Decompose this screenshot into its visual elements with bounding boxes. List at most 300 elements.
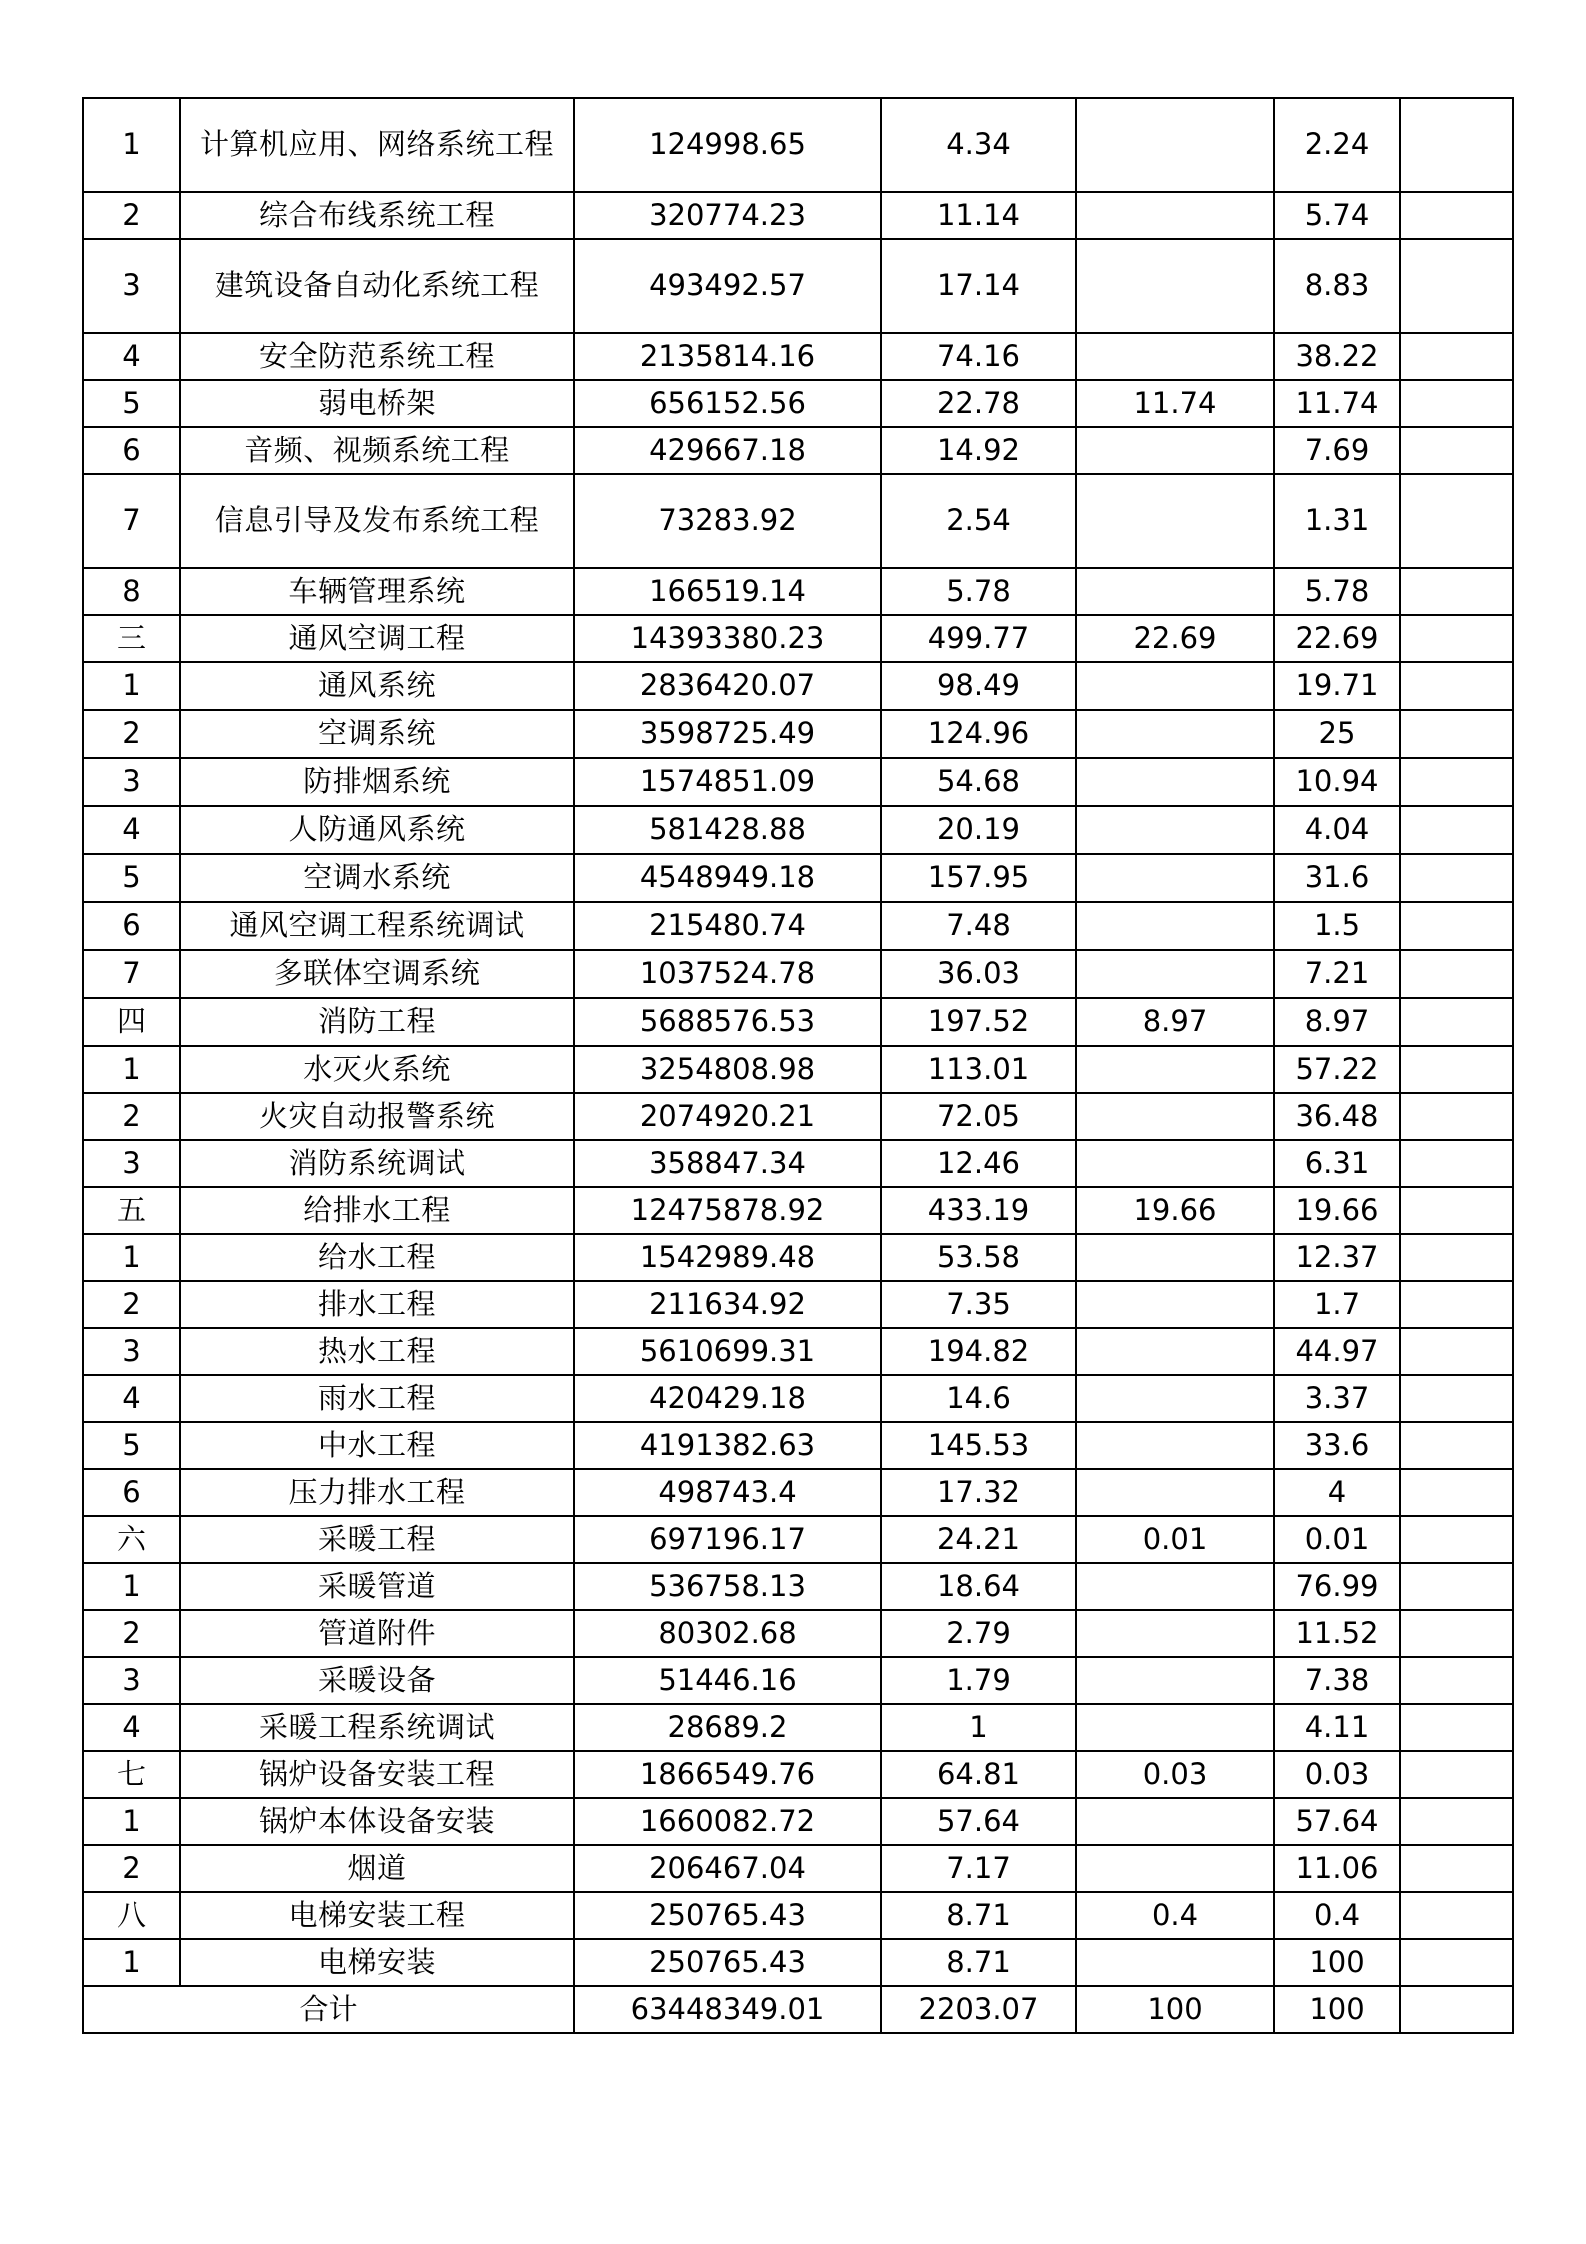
- row-number: 六: [83, 1516, 180, 1563]
- table-row: [83, 192, 1513, 239]
- remark-cell: [1400, 1798, 1513, 1845]
- amount-cell: 1542989.48: [574, 1234, 881, 1281]
- unit-cost-cell: 197.52: [881, 998, 1076, 1046]
- item-name: 消防工程: [180, 998, 574, 1046]
- unit-cost-cell: 194.82: [881, 1328, 1076, 1375]
- percent-of-total-cell: [1076, 662, 1274, 710]
- row-number: 7: [83, 950, 180, 998]
- remark-cell: [1400, 1281, 1513, 1328]
- unit-cost-cell: 14.6: [881, 1375, 1076, 1422]
- unit-cost-cell: 7.35: [881, 1281, 1076, 1328]
- table-row: [83, 1516, 1513, 1563]
- item-name: 消防系统调试: [180, 1140, 574, 1187]
- item-name: 采暖工程系统调试: [180, 1704, 574, 1751]
- row-number: 4: [83, 1704, 180, 1751]
- item-name: 压力排水工程: [180, 1469, 574, 1516]
- percent-of-section-cell: 11.06: [1274, 1845, 1400, 1892]
- item-name: 计算机应用、网络系统工程: [180, 98, 574, 192]
- unit-cost-cell: 74.16: [881, 333, 1076, 380]
- row-number: 3: [83, 1657, 180, 1704]
- row-number: 3: [83, 1140, 180, 1187]
- percent-of-total-cell: [1076, 333, 1274, 380]
- unit-cost-cell: 2.79: [881, 1610, 1076, 1657]
- remark-cell: [1400, 333, 1513, 380]
- amount-cell: 2836420.07: [574, 662, 881, 710]
- item-name: 锅炉设备安装工程: [180, 1751, 574, 1798]
- total-label: 合计: [83, 1986, 574, 2033]
- percent-of-total-cell: 11.74: [1076, 380, 1274, 427]
- table-row: [83, 1281, 1513, 1328]
- row-number: 1: [83, 98, 180, 192]
- percent-of-section-cell: 8.83: [1274, 239, 1400, 333]
- unit-cost-cell: 17.14: [881, 239, 1076, 333]
- row-number: 5: [83, 854, 180, 902]
- row-number: 4: [83, 806, 180, 854]
- percent-of-total-cell: [1076, 1610, 1274, 1657]
- percent-of-section-cell: 22.69: [1274, 615, 1400, 662]
- percent-of-section-cell: 0.01: [1274, 1516, 1400, 1563]
- unit-cost-cell: 11.14: [881, 192, 1076, 239]
- percent-of-section-cell: 6.31: [1274, 1140, 1400, 1187]
- unit-cost-cell: 57.64: [881, 1798, 1076, 1845]
- unit-cost-cell: 433.19: [881, 1187, 1076, 1234]
- percent-of-total-cell: [1076, 710, 1274, 758]
- percent-of-total-cell: [1076, 474, 1274, 568]
- item-name: 通风空调工程系统调试: [180, 902, 574, 950]
- item-name: 空调系统: [180, 710, 574, 758]
- table-row: [83, 710, 1513, 758]
- percent-of-total-cell: [1076, 568, 1274, 615]
- percent-of-section-cell: 100: [1274, 1939, 1400, 1986]
- row-number: 6: [83, 902, 180, 950]
- remark-cell: [1400, 1563, 1513, 1610]
- percent-of-total-cell: [1076, 1704, 1274, 1751]
- row-number: 6: [83, 1469, 180, 1516]
- total-percent-of-section: 100: [1274, 1986, 1400, 2033]
- percent-of-total-cell: [1076, 1234, 1274, 1281]
- table-row: [83, 806, 1513, 854]
- percent-of-section-cell: 38.22: [1274, 333, 1400, 380]
- table-row: [83, 1657, 1513, 1704]
- unit-cost-cell: 64.81: [881, 1751, 1076, 1798]
- total-unit-cost: 2203.07: [881, 1986, 1076, 2033]
- item-name: 防排烟系统: [180, 758, 574, 806]
- row-number: 1: [83, 662, 180, 710]
- amount-cell: 14393380.23: [574, 615, 881, 662]
- amount-cell: 493492.57: [574, 239, 881, 333]
- amount-cell: 250765.43: [574, 1939, 881, 1986]
- item-name: 采暖设备: [180, 1657, 574, 1704]
- table-row: [83, 615, 1513, 662]
- row-number: 八: [83, 1892, 180, 1939]
- remark-cell: [1400, 192, 1513, 239]
- table-row: [83, 239, 1513, 333]
- table-row: [83, 662, 1513, 710]
- unit-cost-cell: 499.77: [881, 615, 1076, 662]
- remark-cell: [1400, 1328, 1513, 1375]
- percent-of-section-cell: 11.52: [1274, 1610, 1400, 1657]
- percent-of-total-cell: [1076, 1093, 1274, 1140]
- item-name: 水灭火系统: [180, 1046, 574, 1093]
- unit-cost-cell: 36.03: [881, 950, 1076, 998]
- unit-cost-cell: 157.95: [881, 854, 1076, 902]
- percent-of-section-cell: 19.66: [1274, 1187, 1400, 1234]
- amount-cell: 5610699.31: [574, 1328, 881, 1375]
- item-name: 给排水工程: [180, 1187, 574, 1234]
- remark-cell: [1400, 1234, 1513, 1281]
- row-number: 三: [83, 615, 180, 662]
- amount-cell: 250765.43: [574, 1892, 881, 1939]
- amount-cell: 5688576.53: [574, 998, 881, 1046]
- amount-cell: 697196.17: [574, 1516, 881, 1563]
- unit-cost-cell: 7.48: [881, 902, 1076, 950]
- remark-cell: [1400, 806, 1513, 854]
- item-name: 多联体空调系统: [180, 950, 574, 998]
- table-row: [83, 854, 1513, 902]
- amount-cell: 536758.13: [574, 1563, 881, 1610]
- amount-cell: 1660082.72: [574, 1798, 881, 1845]
- row-number: 七: [83, 1751, 180, 1798]
- unit-cost-cell: 14.92: [881, 427, 1076, 474]
- percent-of-total-cell: [1076, 192, 1274, 239]
- remark-cell: [1400, 1375, 1513, 1422]
- cost-breakdown-table: [82, 97, 1514, 2034]
- row-number: 4: [83, 333, 180, 380]
- row-number: 2: [83, 1845, 180, 1892]
- percent-of-section-cell: 4.04: [1274, 806, 1400, 854]
- percent-of-total-cell: [1076, 854, 1274, 902]
- percent-of-total-cell: 22.69: [1076, 615, 1274, 662]
- table-row: [83, 998, 1513, 1046]
- amount-cell: 2074920.21: [574, 1093, 881, 1140]
- remark-cell: [1400, 1657, 1513, 1704]
- percent-of-section-cell: 1.7: [1274, 1281, 1400, 1328]
- remark-cell: [1400, 239, 1513, 333]
- table-row: [83, 950, 1513, 998]
- remark-cell: [1400, 758, 1513, 806]
- item-name: 信息引导及发布系统工程: [180, 474, 574, 568]
- item-name: 综合布线系统工程: [180, 192, 574, 239]
- amount-cell: 206467.04: [574, 1845, 881, 1892]
- item-name: 建筑设备自动化系统工程: [180, 239, 574, 333]
- unit-cost-cell: 17.32: [881, 1469, 1076, 1516]
- table-row: [83, 1939, 1513, 1986]
- table-row: [83, 1234, 1513, 1281]
- row-number: 1: [83, 1234, 180, 1281]
- remark-cell: [1400, 710, 1513, 758]
- table-row: [83, 1751, 1513, 1798]
- remark-cell: [1400, 1704, 1513, 1751]
- percent-of-total-cell: [1076, 1046, 1274, 1093]
- item-name: 火灾自动报警系统: [180, 1093, 574, 1140]
- table-row: [83, 1422, 1513, 1469]
- remark-cell: [1400, 662, 1513, 710]
- remark-cell: [1400, 568, 1513, 615]
- row-number: 五: [83, 1187, 180, 1234]
- table-row: [83, 1704, 1513, 1751]
- percent-of-section-cell: 2.24: [1274, 98, 1400, 192]
- unit-cost-cell: 22.78: [881, 380, 1076, 427]
- percent-of-total-cell: [1076, 1469, 1274, 1516]
- percent-of-total-cell: [1076, 1375, 1274, 1422]
- total-row: [83, 1986, 1513, 2033]
- row-number: 3: [83, 1328, 180, 1375]
- item-name: 给水工程: [180, 1234, 574, 1281]
- percent-of-total-cell: 8.97: [1076, 998, 1274, 1046]
- item-name: 通风系统: [180, 662, 574, 710]
- row-number: 1: [83, 1046, 180, 1093]
- percent-of-section-cell: 1.5: [1274, 902, 1400, 950]
- percent-of-section-cell: 57.22: [1274, 1046, 1400, 1093]
- row-number: 3: [83, 239, 180, 333]
- unit-cost-cell: 20.19: [881, 806, 1076, 854]
- amount-cell: 215480.74: [574, 902, 881, 950]
- remark-cell: [1400, 1140, 1513, 1187]
- unit-cost-cell: 2.54: [881, 474, 1076, 568]
- table-row: [83, 1046, 1513, 1093]
- table-row: [83, 1610, 1513, 1657]
- item-name: 车辆管理系统: [180, 568, 574, 615]
- table-row: [83, 1187, 1513, 1234]
- percent-of-section-cell: 76.99: [1274, 1563, 1400, 1610]
- table-row: [83, 1375, 1513, 1422]
- amount-cell: 1574851.09: [574, 758, 881, 806]
- item-name: 中水工程: [180, 1422, 574, 1469]
- amount-cell: 80302.68: [574, 1610, 881, 1657]
- table-row: [83, 1093, 1513, 1140]
- item-name: 人防通风系统: [180, 806, 574, 854]
- amount-cell: 211634.92: [574, 1281, 881, 1328]
- unit-cost-cell: 12.46: [881, 1140, 1076, 1187]
- amount-cell: 1866549.76: [574, 1751, 881, 1798]
- unit-cost-cell: 54.68: [881, 758, 1076, 806]
- percent-of-total-cell: [1076, 1328, 1274, 1375]
- item-name: 音频、视频系统工程: [180, 427, 574, 474]
- percent-of-section-cell: 33.6: [1274, 1422, 1400, 1469]
- unit-cost-cell: 24.21: [881, 1516, 1076, 1563]
- amount-cell: 498743.4: [574, 1469, 881, 1516]
- percent-of-total-cell: [1076, 1798, 1274, 1845]
- remark-cell: [1400, 998, 1513, 1046]
- percent-of-section-cell: 8.97: [1274, 998, 1400, 1046]
- unit-cost-cell: 124.96: [881, 710, 1076, 758]
- item-name: 雨水工程: [180, 1375, 574, 1422]
- percent-of-section-cell: 7.69: [1274, 427, 1400, 474]
- item-name: 采暖管道: [180, 1563, 574, 1610]
- row-number: 四: [83, 998, 180, 1046]
- percent-of-section-cell: 3.37: [1274, 1375, 1400, 1422]
- row-number: 8: [83, 568, 180, 615]
- row-number: 5: [83, 380, 180, 427]
- unit-cost-cell: 53.58: [881, 1234, 1076, 1281]
- table-row: [83, 474, 1513, 568]
- unit-cost-cell: 8.71: [881, 1892, 1076, 1939]
- remark-cell: [1400, 1892, 1513, 1939]
- remark-cell: [1400, 474, 1513, 568]
- amount-cell: 320774.23: [574, 192, 881, 239]
- remark-cell: [1400, 1093, 1513, 1140]
- unit-cost-cell: 145.53: [881, 1422, 1076, 1469]
- percent-of-total-cell: 19.66: [1076, 1187, 1274, 1234]
- table-row: [83, 1140, 1513, 1187]
- row-number: 6: [83, 427, 180, 474]
- percent-of-total-cell: [1076, 806, 1274, 854]
- item-name: 安全防范系统工程: [180, 333, 574, 380]
- table-row: [83, 758, 1513, 806]
- percent-of-section-cell: 1.31: [1274, 474, 1400, 568]
- percent-of-section-cell: 0.03: [1274, 1751, 1400, 1798]
- amount-cell: 3598725.49: [574, 710, 881, 758]
- percent-of-section-cell: 5.78: [1274, 568, 1400, 615]
- item-name: 空调水系统: [180, 854, 574, 902]
- item-name: 通风空调工程: [180, 615, 574, 662]
- percent-of-total-cell: 0.01: [1076, 1516, 1274, 1563]
- amount-cell: 166519.14: [574, 568, 881, 615]
- amount-cell: 2135814.16: [574, 333, 881, 380]
- percent-of-total-cell: [1076, 1422, 1274, 1469]
- remark-cell: [1400, 1422, 1513, 1469]
- row-number: 2: [83, 1281, 180, 1328]
- item-name: 采暖工程: [180, 1516, 574, 1563]
- total-percent-of-total: 100: [1076, 1986, 1274, 2033]
- percent-of-total-cell: [1076, 98, 1274, 192]
- item-name: 管道附件: [180, 1610, 574, 1657]
- percent-of-section-cell: 19.71: [1274, 662, 1400, 710]
- row-number: 1: [83, 1563, 180, 1610]
- unit-cost-cell: 98.49: [881, 662, 1076, 710]
- percent-of-section-cell: 10.94: [1274, 758, 1400, 806]
- percent-of-section-cell: 44.97: [1274, 1328, 1400, 1375]
- percent-of-section-cell: 11.74: [1274, 380, 1400, 427]
- remark-cell: [1400, 427, 1513, 474]
- remark-cell: [1400, 1516, 1513, 1563]
- item-name: 烟道: [180, 1845, 574, 1892]
- amount-cell: 581428.88: [574, 806, 881, 854]
- amount-cell: 420429.18: [574, 1375, 881, 1422]
- amount-cell: 28689.2: [574, 1704, 881, 1751]
- amount-cell: 3254808.98: [574, 1046, 881, 1093]
- unit-cost-cell: 8.71: [881, 1939, 1076, 1986]
- amount-cell: 429667.18: [574, 427, 881, 474]
- percent-of-total-cell: [1076, 950, 1274, 998]
- table-row: [83, 380, 1513, 427]
- remark-cell: [1400, 1939, 1513, 1986]
- table-row: [83, 333, 1513, 380]
- table-row: [83, 1845, 1513, 1892]
- table-row: [83, 1798, 1513, 1845]
- unit-cost-cell: 113.01: [881, 1046, 1076, 1093]
- item-name: 弱电桥架: [180, 380, 574, 427]
- row-number: 2: [83, 192, 180, 239]
- unit-cost-cell: 4.34: [881, 98, 1076, 192]
- remark-cell: [1400, 98, 1513, 192]
- percent-of-section-cell: 7.21: [1274, 950, 1400, 998]
- amount-cell: 4548949.18: [574, 854, 881, 902]
- percent-of-total-cell: [1076, 1657, 1274, 1704]
- percent-of-total-cell: [1076, 427, 1274, 474]
- table-row: [83, 1469, 1513, 1516]
- table-body: [83, 98, 1513, 1986]
- unit-cost-cell: 5.78: [881, 568, 1076, 615]
- table-row: [83, 1563, 1513, 1610]
- percent-of-total-cell: [1076, 239, 1274, 333]
- amount-cell: 12475878.92: [574, 1187, 881, 1234]
- percent-of-total-cell: [1076, 758, 1274, 806]
- row-number: 3: [83, 758, 180, 806]
- total-amount: 63448349.01: [574, 1986, 881, 2033]
- total-remark: [1400, 1986, 1513, 2033]
- amount-cell: 51446.16: [574, 1657, 881, 1704]
- table-row: [83, 568, 1513, 615]
- row-number: 4: [83, 1375, 180, 1422]
- remark-cell: [1400, 854, 1513, 902]
- remark-cell: [1400, 950, 1513, 998]
- row-number: 2: [83, 710, 180, 758]
- percent-of-section-cell: 5.74: [1274, 192, 1400, 239]
- percent-of-section-cell: 4.11: [1274, 1704, 1400, 1751]
- amount-cell: 73283.92: [574, 474, 881, 568]
- table-row: [83, 427, 1513, 474]
- unit-cost-cell: 1: [881, 1704, 1076, 1751]
- remark-cell: [1400, 1610, 1513, 1657]
- percent-of-section-cell: 57.64: [1274, 1798, 1400, 1845]
- row-number: 1: [83, 1939, 180, 1986]
- remark-cell: [1400, 1187, 1513, 1234]
- amount-cell: 358847.34: [574, 1140, 881, 1187]
- unit-cost-cell: 7.17: [881, 1845, 1076, 1892]
- percent-of-section-cell: 7.38: [1274, 1657, 1400, 1704]
- table-row: [83, 98, 1513, 192]
- item-name: 电梯安装: [180, 1939, 574, 1986]
- row-number: 2: [83, 1093, 180, 1140]
- row-number: 1: [83, 1798, 180, 1845]
- remark-cell: [1400, 380, 1513, 427]
- percent-of-section-cell: 25: [1274, 710, 1400, 758]
- amount-cell: 656152.56: [574, 380, 881, 427]
- table-row: [83, 1328, 1513, 1375]
- percent-of-total-cell: [1076, 1845, 1274, 1892]
- percent-of-total-cell: 0.03: [1076, 1751, 1274, 1798]
- percent-of-section-cell: 12.37: [1274, 1234, 1400, 1281]
- item-name: 锅炉本体设备安装: [180, 1798, 574, 1845]
- row-number: 7: [83, 474, 180, 568]
- remark-cell: [1400, 1469, 1513, 1516]
- percent-of-total-cell: [1076, 1563, 1274, 1610]
- item-name: 排水工程: [180, 1281, 574, 1328]
- remark-cell: [1400, 1046, 1513, 1093]
- percent-of-section-cell: 4: [1274, 1469, 1400, 1516]
- table-row: [83, 1892, 1513, 1939]
- percent-of-section-cell: 0.4: [1274, 1892, 1400, 1939]
- unit-cost-cell: 72.05: [881, 1093, 1076, 1140]
- remark-cell: [1400, 1845, 1513, 1892]
- remark-cell: [1400, 902, 1513, 950]
- unit-cost-cell: 1.79: [881, 1657, 1076, 1704]
- percent-of-section-cell: 31.6: [1274, 854, 1400, 902]
- unit-cost-cell: 18.64: [881, 1563, 1076, 1610]
- amount-cell: 124998.65: [574, 98, 881, 192]
- percent-of-total-cell: [1076, 902, 1274, 950]
- amount-cell: 4191382.63: [574, 1422, 881, 1469]
- table-row: [83, 902, 1513, 950]
- percent-of-total-cell: [1076, 1140, 1274, 1187]
- percent-of-total-cell: [1076, 1939, 1274, 1986]
- item-name: 电梯安装工程: [180, 1892, 574, 1939]
- percent-of-section-cell: 36.48: [1274, 1093, 1400, 1140]
- row-number: 5: [83, 1422, 180, 1469]
- percent-of-total-cell: 0.4: [1076, 1892, 1274, 1939]
- remark-cell: [1400, 615, 1513, 662]
